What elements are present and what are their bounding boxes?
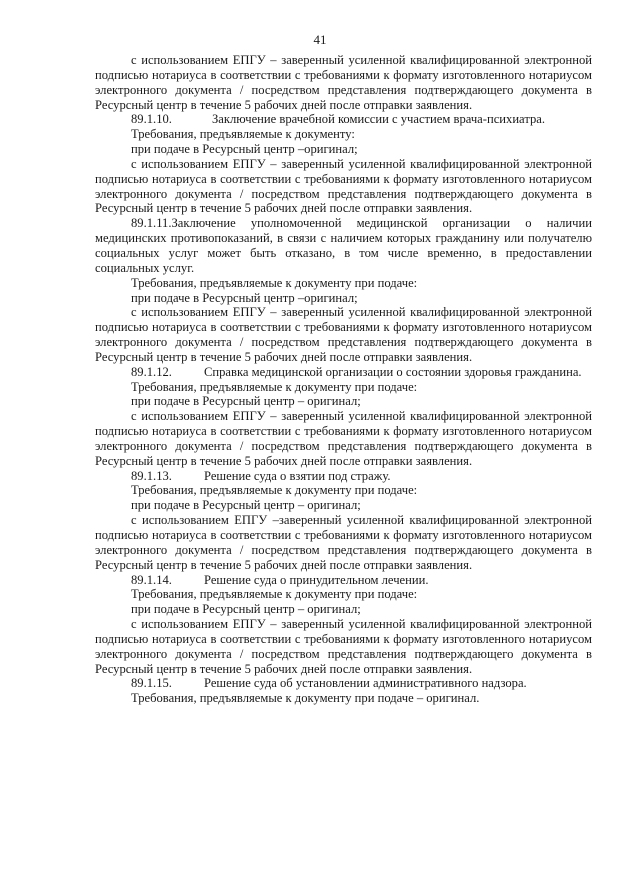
item-title: Заключение уполномоченной медицинской организации о наличии медицинских противопоказаний, в связи с наличием которых гражданину или получателю социальных услуг может быть отказано, в том числе временно, в предоставлении социальных услуг.: [95, 216, 592, 275]
item-89-1-11: [95, 216, 592, 364]
item-number: 89.1.11.: [131, 216, 172, 231]
requirements-line: Требования, предъявляемые к документу при подаче:: [131, 587, 418, 602]
item-heading: [95, 365, 592, 380]
item-number: 89.1.10.: [131, 112, 172, 127]
item-heading: [95, 573, 592, 588]
intro-paragraph: с использованием ЕПГУ – заверенный усиленной квалифицированной электронной подписью нотариуса в соответствии с требованиями к формату изготовленного нотариусом электронного документа / посредством представления подтверждающего документа в Ресурсный центр в течение 5 рабочих дней после отправки заявления.: [95, 53, 592, 112]
item-number: 89.1.13.: [131, 468, 172, 483]
item-heading: [95, 112, 592, 127]
item-title: Справка медицинской организации о состоянии здоровья гражданина.: [204, 364, 582, 379]
item-89-1-15: [95, 676, 592, 706]
resource-center-line: при подаче в Ресурсный центр – оригинал;: [131, 394, 361, 409]
requirements-line: Требования, предъявляемые к документу при подаче:: [131, 483, 418, 498]
document-body: [95, 53, 592, 706]
item-89-1-10: [95, 112, 592, 216]
item-number: 89.1.15.: [131, 676, 172, 691]
item-title: Решение суда о принудительном лечении.: [204, 572, 429, 587]
item-heading: [95, 469, 592, 484]
requirements-line: Требования, предъявляемые к документу при подаче:: [131, 275, 418, 290]
item-number: 89.1.12.: [131, 364, 172, 379]
item-number: 89.1.14.: [131, 572, 172, 587]
item-heading: [95, 216, 592, 275]
resource-center-line: при подаче в Ресурсный центр – оригинал;: [131, 602, 361, 617]
requirements-line: Требования, предъявляемые к документу:: [131, 127, 355, 142]
resource-center-line: при подаче в Ресурсный центр –оригинал;: [131, 142, 358, 157]
item-89-1-14: [95, 573, 592, 677]
item-89-1-12: [95, 365, 592, 469]
page-number: 41: [313, 32, 327, 47]
item-title: Решение суда об установлении административного надзора.: [204, 676, 527, 691]
epgu-paragraph: с использованием ЕПГУ – заверенный усиленной квалифицированной электронной подписью нотариуса в соответствии с требованиями к формату изготовленного нотариусом электронного документа / посредством представления подтверждающего документа в Ресурсный центр в течение 5 рабочих дней после отправки заявления.: [95, 409, 592, 468]
item-89-1-13: [95, 469, 592, 573]
epgu-paragraph: с использованием ЕПГУ –заверенный усиленной квалифицированной электронной подписью нотариуса в соответствии с требованиями к формату изготовленного нотариусом электронного документа / посредством представления подтверждающего документа в Ресурсный центр в течение 5 рабочих дней после отправки заявления.: [95, 513, 592, 572]
requirements-line: Требования, предъявляемые к документу при подаче – оригинал.: [131, 691, 480, 706]
epgu-paragraph: с использованием ЕПГУ – заверенный усиленной квалифицированной электронной подписью нотариуса в соответствии с требованиями к формату изготовленного нотариусом электронного документа / посредством представления подтверждающего документа в Ресурсный центр в течение 5 рабочих дней после отправки заявления.: [95, 305, 592, 364]
requirements-line: Требования, предъявляемые к документу при подаче:: [131, 379, 418, 394]
item-title: Решение суда о взятии под стражу.: [204, 468, 391, 483]
epgu-paragraph: с использованием ЕПГУ – заверенный усиленной квалифицированной электронной подписью нотариуса в соответствии с требованиями к формату изготовленного нотариусом электронного документа / посредством представления подтверждающего документа в Ресурсный центр в течение 5 рабочих дней после отправки заявления.: [95, 156, 592, 216]
item-heading: [95, 676, 592, 691]
item-title: Заключение врачебной комиссии с участием врача-психиатра.: [212, 112, 546, 127]
resource-center-line: при подаче в Ресурсный центр –оригинал;: [131, 290, 358, 305]
epgu-paragraph: с использованием ЕПГУ – заверенный усиленной квалифицированной электронной подписью нотариуса в соответствии с требованиями к формату изготовленного нотариусом электронного документа / посредством представления подтверждающего документа в Ресурсный центр в течение 5 рабочих дней после отправки заявления.: [95, 617, 592, 676]
resource-center-line: при подаче в Ресурсный центр – оригинал;: [131, 498, 361, 513]
